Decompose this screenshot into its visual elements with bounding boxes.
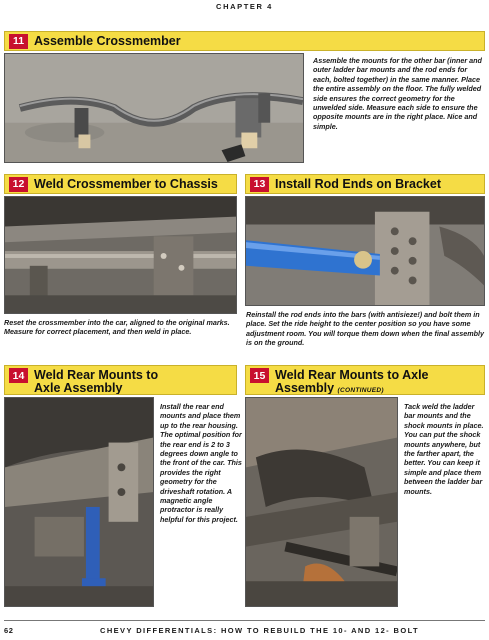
- photo-rod-ends-bracket: [245, 196, 485, 306]
- chapter-label: CHAPTER 4: [216, 2, 273, 11]
- page-number: 62: [4, 626, 14, 635]
- photo-illustration: [5, 197, 236, 313]
- section-title-line-1: Weld Rear Mounts to: [34, 368, 159, 382]
- photo-tack-weld-mounts: [245, 397, 398, 607]
- photo-illustration: [246, 197, 484, 305]
- section-15-header: [245, 365, 485, 395]
- photo-crossmember-in-car: [4, 196, 237, 314]
- section-title-line-2: Assembly: [275, 380, 335, 395]
- photo-illustration: [5, 398, 153, 606]
- section-title-line-2: Axle Assembly: [34, 380, 123, 395]
- photo-crossmember-on-floor: [4, 53, 304, 163]
- section-12-caption: Reset the crossmember into the car, aligned to the original marks. Measure for correct placement, and then weld in place.: [4, 318, 230, 337]
- step-number-badge: 13: [250, 177, 269, 192]
- continued-label: (CONTINUED): [337, 386, 384, 394]
- section-title: Install Rod Ends on Bracket: [275, 176, 442, 191]
- section-title: Assemble Crossmember: [34, 33, 181, 48]
- photo-illustration: [5, 54, 303, 162]
- step-number-badge: 14: [9, 368, 28, 383]
- section-13-header: [245, 174, 485, 194]
- photo-illustration: [246, 398, 397, 606]
- section-title: [34, 368, 158, 394]
- section-11-caption: Assemble the mounts for the other bar (inner and outer ladder bar mounts and the rod ends for each, bolted together) in the same manner. Place the entire assembly on the floor. The fully welded side ensures the correct geometry for the unwelded side. Measure each side to ensure the opposite mounts are in the right place. Nice and simple.: [313, 56, 482, 131]
- section-title: Weld Crossmember to Chassis: [34, 176, 218, 191]
- section-title: [275, 368, 429, 395]
- step-number-badge: 12: [9, 177, 28, 192]
- section-13-caption: Reinstall the rod ends into the bars (with antisieze!) and bolt them in place. Set the ride height to the center position so you have some adjustment room. You will torque them down when the final assembly is on the ground.: [246, 310, 485, 348]
- book-title: CHEVY DIFFERENTIALS: HOW TO REBUILD THE 10- AND 12- BOLT: [100, 626, 419, 635]
- section-15-caption: Tack weld the ladder bar mounts and the shock mounts in place. You can put the shock mounts anywhere, but the farther apart, the better. You can keep it simple and place them between the ladder bar mounts.: [404, 402, 484, 496]
- page-footer: [4, 620, 485, 635]
- step-number-badge: 15: [250, 368, 269, 383]
- section-12-header: [4, 174, 237, 194]
- step-number-badge: 11: [9, 34, 28, 49]
- section-title-line-1: Weld Rear Mounts to Axle: [275, 368, 429, 382]
- section-11-header: [4, 31, 485, 51]
- section-14-header: [4, 365, 237, 395]
- photo-rear-mounts-housing: [4, 397, 154, 607]
- section-14-caption: Install the rear end mounts and place them up to the rear housing. The optimal position for the rear end is 2 to 3 degrees down angle to the front of the car. This provides the right geometry for the driveshaft rotation. A magnetic angle protractor is really helpful for this project.: [160, 402, 242, 524]
